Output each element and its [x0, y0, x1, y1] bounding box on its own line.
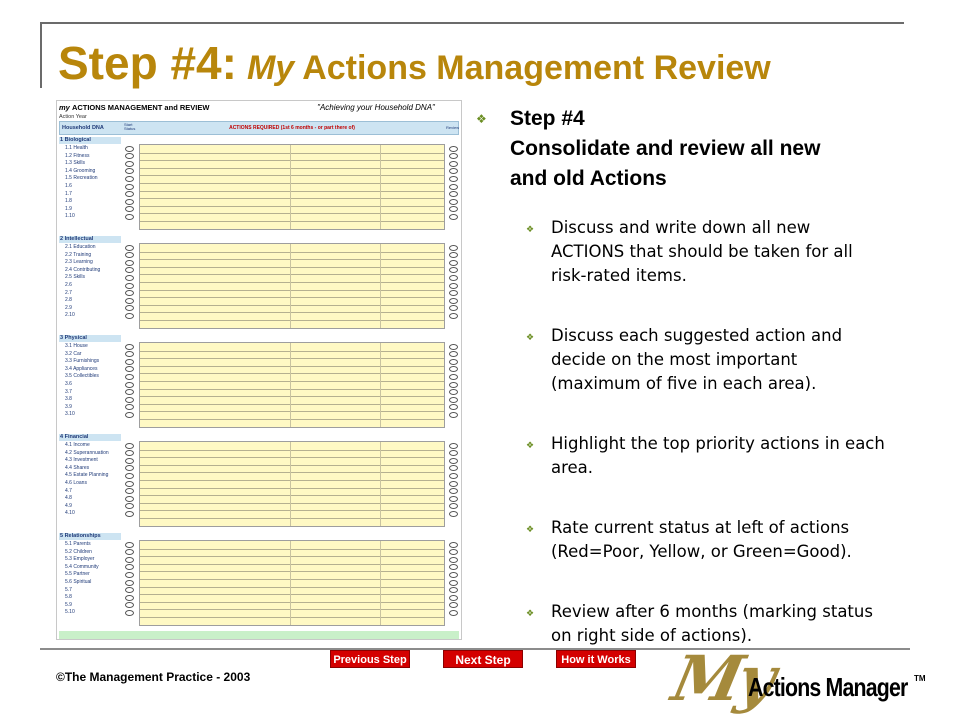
form-item-label: 2.3 Learning	[65, 259, 93, 266]
page-title	[58, 36, 771, 90]
form-row-line	[140, 358, 444, 359]
frame-top-rule	[40, 22, 904, 24]
form-row-line	[140, 305, 444, 306]
start-status-circle[interactable]	[125, 595, 134, 601]
form-item-label: 1.3 Skills	[65, 160, 86, 167]
logo-tm: TM	[914, 674, 926, 683]
form-row-line	[140, 320, 444, 321]
review-status-circle[interactable]	[449, 275, 458, 281]
start-status-circle[interactable]	[125, 252, 134, 258]
form-row-line	[140, 450, 444, 451]
form-item-label: 5.10	[65, 609, 75, 616]
form-item-label: 2.4 Contributing	[65, 266, 101, 273]
copyright-text: ©The Management Practice - 2003	[56, 670, 251, 684]
review-status-circle[interactable]	[449, 580, 458, 586]
form-col-line	[380, 343, 381, 427]
review-status-circle[interactable]	[449, 496, 458, 502]
review-status-circle[interactable]	[449, 450, 458, 456]
start-status-circle[interactable]	[125, 359, 134, 365]
form-action-area	[139, 441, 445, 527]
form-item-label: 3.2 Car	[65, 350, 82, 357]
review-status-circle[interactable]	[449, 564, 458, 570]
review-status-circle[interactable]	[449, 382, 458, 388]
start-status-circle[interactable]	[125, 465, 134, 471]
form-row-line	[140, 183, 444, 184]
form-section	[59, 335, 459, 432]
start-status-circle[interactable]	[125, 206, 134, 212]
form-item-label: 4.7	[65, 487, 72, 494]
form-row-line	[140, 153, 444, 154]
instruction-bullet	[551, 516, 946, 564]
form-section-title: 4 Financial	[59, 434, 121, 441]
form-item-label: 1.4 Grooming	[65, 167, 96, 174]
start-status-circle[interactable]	[125, 404, 134, 410]
review-status-circle[interactable]	[449, 290, 458, 296]
review-status-circle[interactable]	[449, 176, 458, 182]
form-heading-my: my	[59, 103, 70, 112]
form-item-label: 5.2 Children	[65, 548, 92, 555]
form-item-label: 2.10	[65, 312, 75, 319]
form-col-review: Review	[446, 125, 460, 130]
start-status-circle[interactable]	[125, 374, 134, 380]
review-status-circle[interactable]	[449, 610, 458, 616]
start-status-circle[interactable]	[125, 503, 134, 509]
actions-manager-logo	[666, 642, 954, 720]
start-status-circle[interactable]	[125, 168, 134, 174]
step-heading-line3: and old Actions	[510, 167, 667, 190]
form-row-line	[140, 472, 444, 473]
review-status-circle[interactable]	[449, 397, 458, 403]
form-item-label: 2.6	[65, 282, 72, 288]
form-col-line	[380, 145, 381, 229]
title-rest: Actions Management Review	[302, 49, 771, 87]
form-item-label: 1.9	[65, 205, 72, 212]
diamond-bullet-icon: ❖	[526, 225, 535, 235]
diamond-bullet-icon: ❖	[476, 112, 487, 126]
form-row-line	[140, 198, 444, 199]
start-status-circle[interactable]	[125, 389, 134, 395]
form-item-label: 1.8	[65, 198, 72, 205]
form-row-line	[140, 549, 444, 550]
review-status-circle[interactable]	[449, 344, 458, 350]
review-status-circle[interactable]	[449, 587, 458, 593]
start-status-circle[interactable]	[125, 443, 134, 449]
form-row-line	[140, 221, 444, 222]
review-status-circle[interactable]	[449, 511, 458, 517]
form-item-label: 3.1 House	[65, 343, 88, 349]
review-status-circle[interactable]	[449, 161, 458, 167]
instruction-bullet	[551, 600, 946, 648]
actions-review-form-thumbnail	[56, 100, 462, 640]
form-item-label: 1.1 Health	[65, 145, 88, 151]
form-row-line	[140, 503, 444, 504]
form-section	[59, 236, 459, 333]
start-status-circle[interactable]	[125, 496, 134, 502]
form-row-line	[140, 587, 444, 588]
form-item-label: 5.6 Spiritual	[65, 579, 92, 585]
form-item-label: 4.10	[65, 510, 75, 517]
form-item-label: 5.1 Parents	[65, 541, 91, 547]
form-row-line	[140, 381, 444, 382]
form-col-line	[290, 343, 291, 427]
form-item-label: 4.2 Superannuation	[65, 449, 109, 456]
form-row-line	[140, 259, 444, 260]
form-row-line	[140, 312, 444, 313]
review-status-circle[interactable]	[449, 199, 458, 205]
form-row-line	[140, 351, 444, 352]
review-status-circle[interactable]	[449, 191, 458, 197]
start-status-circle[interactable]	[125, 397, 134, 403]
next-step-button[interactable]: Next Step	[443, 650, 523, 668]
form-item-label: 1.10	[65, 213, 75, 220]
form-row-line	[140, 290, 444, 291]
form-item-label: 2.7	[65, 289, 72, 296]
start-status-circle[interactable]	[125, 602, 134, 608]
review-status-circle[interactable]	[449, 313, 458, 319]
instruction-bullet	[551, 432, 946, 480]
review-status-circle[interactable]	[449, 146, 458, 152]
form-col-dna: Household DNA	[62, 125, 104, 131]
instruction-line: risk-rated items.	[551, 266, 687, 285]
logo-my: My	[666, 642, 779, 715]
form-item-label: 2.1 Education	[65, 244, 96, 250]
form-item-label: 3.7	[65, 388, 72, 395]
review-status-circle[interactable]	[449, 214, 458, 220]
form-row-line	[140, 213, 444, 214]
form-col-line	[380, 442, 381, 526]
form-row-line	[140, 571, 444, 572]
instruction-line: Highlight the top priority actions in each	[551, 434, 885, 453]
form-section	[59, 137, 459, 234]
review-status-circle[interactable]	[449, 412, 458, 418]
review-status-circle[interactable]	[449, 267, 458, 273]
form-item-label: 1.7	[65, 190, 72, 197]
start-status-circle[interactable]	[125, 580, 134, 586]
form-row-line	[140, 366, 444, 367]
instruction-line: Discuss each suggested action and	[551, 326, 843, 345]
form-col-start-label: Start	[124, 122, 133, 127]
form-col-start	[124, 123, 135, 131]
form-item-label: 1.2 Fitness	[65, 152, 90, 159]
instruction-bullet	[551, 324, 946, 396]
review-status-circle[interactable]	[449, 481, 458, 487]
form-action-year: Action Year	[59, 114, 87, 120]
form-section-title: 2 Intellectual	[59, 236, 121, 243]
form-section	[59, 533, 459, 630]
form-item-label: 3.8	[65, 396, 72, 403]
start-status-circle[interactable]	[125, 587, 134, 593]
review-status-circle[interactable]	[449, 260, 458, 266]
instruction-bullet	[551, 216, 946, 288]
review-status-circle[interactable]	[449, 298, 458, 304]
title-step: Step #4:	[58, 37, 237, 89]
instruction-line: (Red=Poor, Yellow, or Green=Good).	[551, 542, 852, 561]
step-heading-line1: Step #4	[510, 107, 585, 130]
form-item-label: 3.4 Appliances	[65, 365, 98, 372]
review-status-circle[interactable]	[449, 389, 458, 395]
form-row-line	[140, 411, 444, 412]
form-row-line	[140, 404, 444, 405]
form-row-line	[140, 396, 444, 397]
review-status-circle[interactable]	[449, 458, 458, 464]
form-row-line	[140, 564, 444, 565]
instruction-line: ACTIONS that should be taken for all	[551, 242, 853, 261]
form-col-line	[290, 244, 291, 328]
review-status-circle[interactable]	[449, 206, 458, 212]
review-status-circle[interactable]	[449, 374, 458, 380]
form-row-line	[140, 419, 444, 420]
step-heading	[510, 104, 940, 194]
review-status-circle[interactable]	[449, 252, 458, 258]
form-row-line	[140, 594, 444, 595]
form-item-label: 2.8	[65, 297, 72, 304]
review-status-circle[interactable]	[449, 359, 458, 365]
form-item-label: 3.5 Collectibles	[65, 373, 99, 380]
review-status-circle[interactable]	[449, 153, 458, 159]
start-status-circle[interactable]	[125, 351, 134, 357]
instruction-line: Review after 6 months (marking status	[551, 602, 873, 621]
form-heading	[59, 103, 209, 112]
form-item-label: 5.7	[65, 586, 72, 593]
form-item-label: 5.5 Partner	[65, 571, 90, 578]
instruction-line: (maximum of five in each area).	[551, 374, 817, 393]
form-item-label: 4.3 Investment	[65, 457, 98, 464]
start-status-circle[interactable]	[125, 610, 134, 616]
frame-left-rule	[40, 22, 42, 88]
start-status-circle[interactable]	[125, 473, 134, 479]
form-item-label: 3.10	[65, 411, 75, 418]
step-heading-line2: Consolidate and review all new	[510, 137, 821, 160]
start-status-circle[interactable]	[125, 176, 134, 182]
start-status-circle[interactable]	[125, 260, 134, 266]
form-item-label: 4.8	[65, 495, 72, 502]
form-row-line	[140, 609, 444, 610]
form-row-line	[140, 168, 444, 169]
form-row-line	[140, 495, 444, 496]
review-status-circle[interactable]	[449, 473, 458, 479]
review-status-circle[interactable]	[449, 595, 458, 601]
form-row-line	[140, 206, 444, 207]
form-item-label: 4.4 Shares	[65, 464, 90, 471]
review-status-circle[interactable]	[449, 542, 458, 548]
form-col-line	[290, 541, 291, 625]
form-row-line	[140, 252, 444, 253]
form-action-area	[139, 342, 445, 428]
start-status-circle[interactable]	[125, 481, 134, 487]
diamond-bullet-icon: ❖	[526, 525, 535, 535]
start-status-circle[interactable]	[125, 382, 134, 388]
start-status-circle[interactable]	[125, 458, 134, 464]
start-status-circle[interactable]	[125, 245, 134, 251]
instruction-line: decide on the most important	[551, 350, 798, 369]
form-row-line	[140, 175, 444, 176]
review-status-circle[interactable]	[449, 443, 458, 449]
start-status-circle[interactable]	[125, 199, 134, 205]
form-action-area	[139, 144, 445, 230]
review-status-circle[interactable]	[449, 404, 458, 410]
instruction-line: Discuss and write down all new	[551, 218, 811, 237]
start-status-circle[interactable]	[125, 146, 134, 152]
start-status-circle[interactable]	[125, 305, 134, 311]
form-item-label: 4.1 Income	[65, 442, 90, 448]
form-item-label: 2.9	[65, 304, 72, 311]
instruction-line: Rate current status at left of actions	[551, 518, 850, 537]
start-status-circle[interactable]	[125, 184, 134, 190]
start-status-circle[interactable]	[125, 366, 134, 372]
form-row-line	[140, 282, 444, 283]
form-item-label: 3.3 Furnishings	[65, 358, 100, 365]
form-header-row	[59, 121, 459, 135]
form-row-line	[140, 297, 444, 298]
form-col-actions: ACTIONS REQUIRED (1st 6 months - or part there of)	[229, 125, 355, 131]
form-item-label: 2.5 Skills	[65, 274, 86, 281]
form-tagline: "Achieving your Household DNA"	[317, 103, 435, 112]
start-status-circle[interactable]	[125, 267, 134, 273]
form-row-line	[140, 518, 444, 519]
form-item-label: 4.9	[65, 502, 72, 509]
start-status-circle[interactable]	[125, 298, 134, 304]
form-col-status-label: Status	[124, 126, 136, 131]
form-row-line	[140, 191, 444, 192]
form-item-label: 5.8	[65, 594, 72, 601]
form-col-line	[380, 541, 381, 625]
form-row-line	[140, 579, 444, 580]
diamond-bullet-icon: ❖	[526, 441, 535, 451]
review-status-circle[interactable]	[449, 184, 458, 190]
start-status-circle[interactable]	[125, 283, 134, 289]
form-action-area	[139, 540, 445, 626]
form-col-line	[290, 145, 291, 229]
start-status-circle[interactable]	[125, 290, 134, 296]
form-row-line	[140, 488, 444, 489]
start-status-circle[interactable]	[125, 161, 134, 167]
review-status-circle[interactable]	[449, 245, 458, 251]
form-heading-rest: ACTIONS MANAGEMENT and REVIEW	[71, 103, 210, 112]
review-status-circle[interactable]	[449, 465, 458, 471]
start-status-circle[interactable]	[125, 412, 134, 418]
form-item-label: 1.5 Recreation	[65, 175, 98, 182]
instruction-line: area.	[551, 458, 594, 477]
diamond-bullet-icon: ❖	[526, 333, 535, 343]
review-status-circle[interactable]	[449, 351, 458, 357]
form-item-label: 4.5 Estate Planning	[65, 472, 109, 479]
form-footer-band	[59, 631, 459, 639]
start-status-circle[interactable]	[125, 511, 134, 517]
review-status-circle[interactable]	[449, 557, 458, 563]
form-action-area	[139, 243, 445, 329]
diamond-bullet-icon: ❖	[526, 609, 535, 619]
start-status-circle[interactable]	[125, 557, 134, 563]
form-item-label: 3.9	[65, 403, 72, 410]
start-status-circle[interactable]	[125, 191, 134, 197]
form-item-label: 3.6	[65, 381, 72, 387]
form-row-line	[140, 465, 444, 466]
start-status-circle[interactable]	[125, 549, 134, 555]
how-it-works-button[interactable]: How it Works	[556, 650, 636, 668]
instruction-line: on right side of actions).	[551, 626, 753, 645]
review-status-circle[interactable]	[449, 503, 458, 509]
start-status-circle[interactable]	[125, 153, 134, 159]
start-status-circle[interactable]	[125, 572, 134, 578]
review-status-circle[interactable]	[449, 549, 458, 555]
logo-text: Actions Manager	[748, 672, 908, 702]
form-row-line	[140, 457, 444, 458]
start-status-circle[interactable]	[125, 275, 134, 281]
form-row-line	[140, 510, 444, 511]
form-section-title: 5 Relationships	[59, 533, 121, 540]
form-item-label: 4.6 Loans	[65, 480, 87, 486]
review-status-circle[interactable]	[449, 572, 458, 578]
form-section	[59, 434, 459, 531]
start-status-circle[interactable]	[125, 313, 134, 319]
form-row-line	[140, 556, 444, 557]
review-status-circle[interactable]	[449, 366, 458, 372]
form-row-line	[140, 602, 444, 603]
start-status-circle[interactable]	[125, 542, 134, 548]
form-row-line	[140, 274, 444, 275]
start-status-circle[interactable]	[125, 564, 134, 570]
form-row-line	[140, 617, 444, 618]
start-status-circle[interactable]	[125, 344, 134, 350]
form-item-label: 5.3 Employer	[65, 556, 95, 563]
previous-step-button[interactable]: Previous Step	[330, 650, 410, 668]
form-col-line	[290, 442, 291, 526]
form-row-line	[140, 373, 444, 374]
form-item-label: 5.4 Community	[65, 563, 99, 570]
start-status-circle[interactable]	[125, 488, 134, 494]
start-status-circle[interactable]	[125, 450, 134, 456]
form-section-title: 1 Biological	[59, 137, 121, 144]
form-item-label: 1.6	[65, 183, 72, 189]
form-item-label: 2.2 Training	[65, 251, 92, 258]
title-my: My	[246, 49, 295, 87]
review-status-circle[interactable]	[449, 283, 458, 289]
form-section-title: 3 Physical	[59, 335, 121, 342]
review-status-circle[interactable]	[449, 305, 458, 311]
form-row-line	[140, 160, 444, 161]
review-status-circle[interactable]	[449, 488, 458, 494]
form-col-line	[380, 244, 381, 328]
form-item-label: 5.9	[65, 601, 72, 608]
start-status-circle[interactable]	[125, 214, 134, 220]
review-status-circle[interactable]	[449, 168, 458, 174]
form-row-line	[140, 389, 444, 390]
review-status-circle[interactable]	[449, 602, 458, 608]
form-row-line	[140, 267, 444, 268]
form-row-line	[140, 480, 444, 481]
